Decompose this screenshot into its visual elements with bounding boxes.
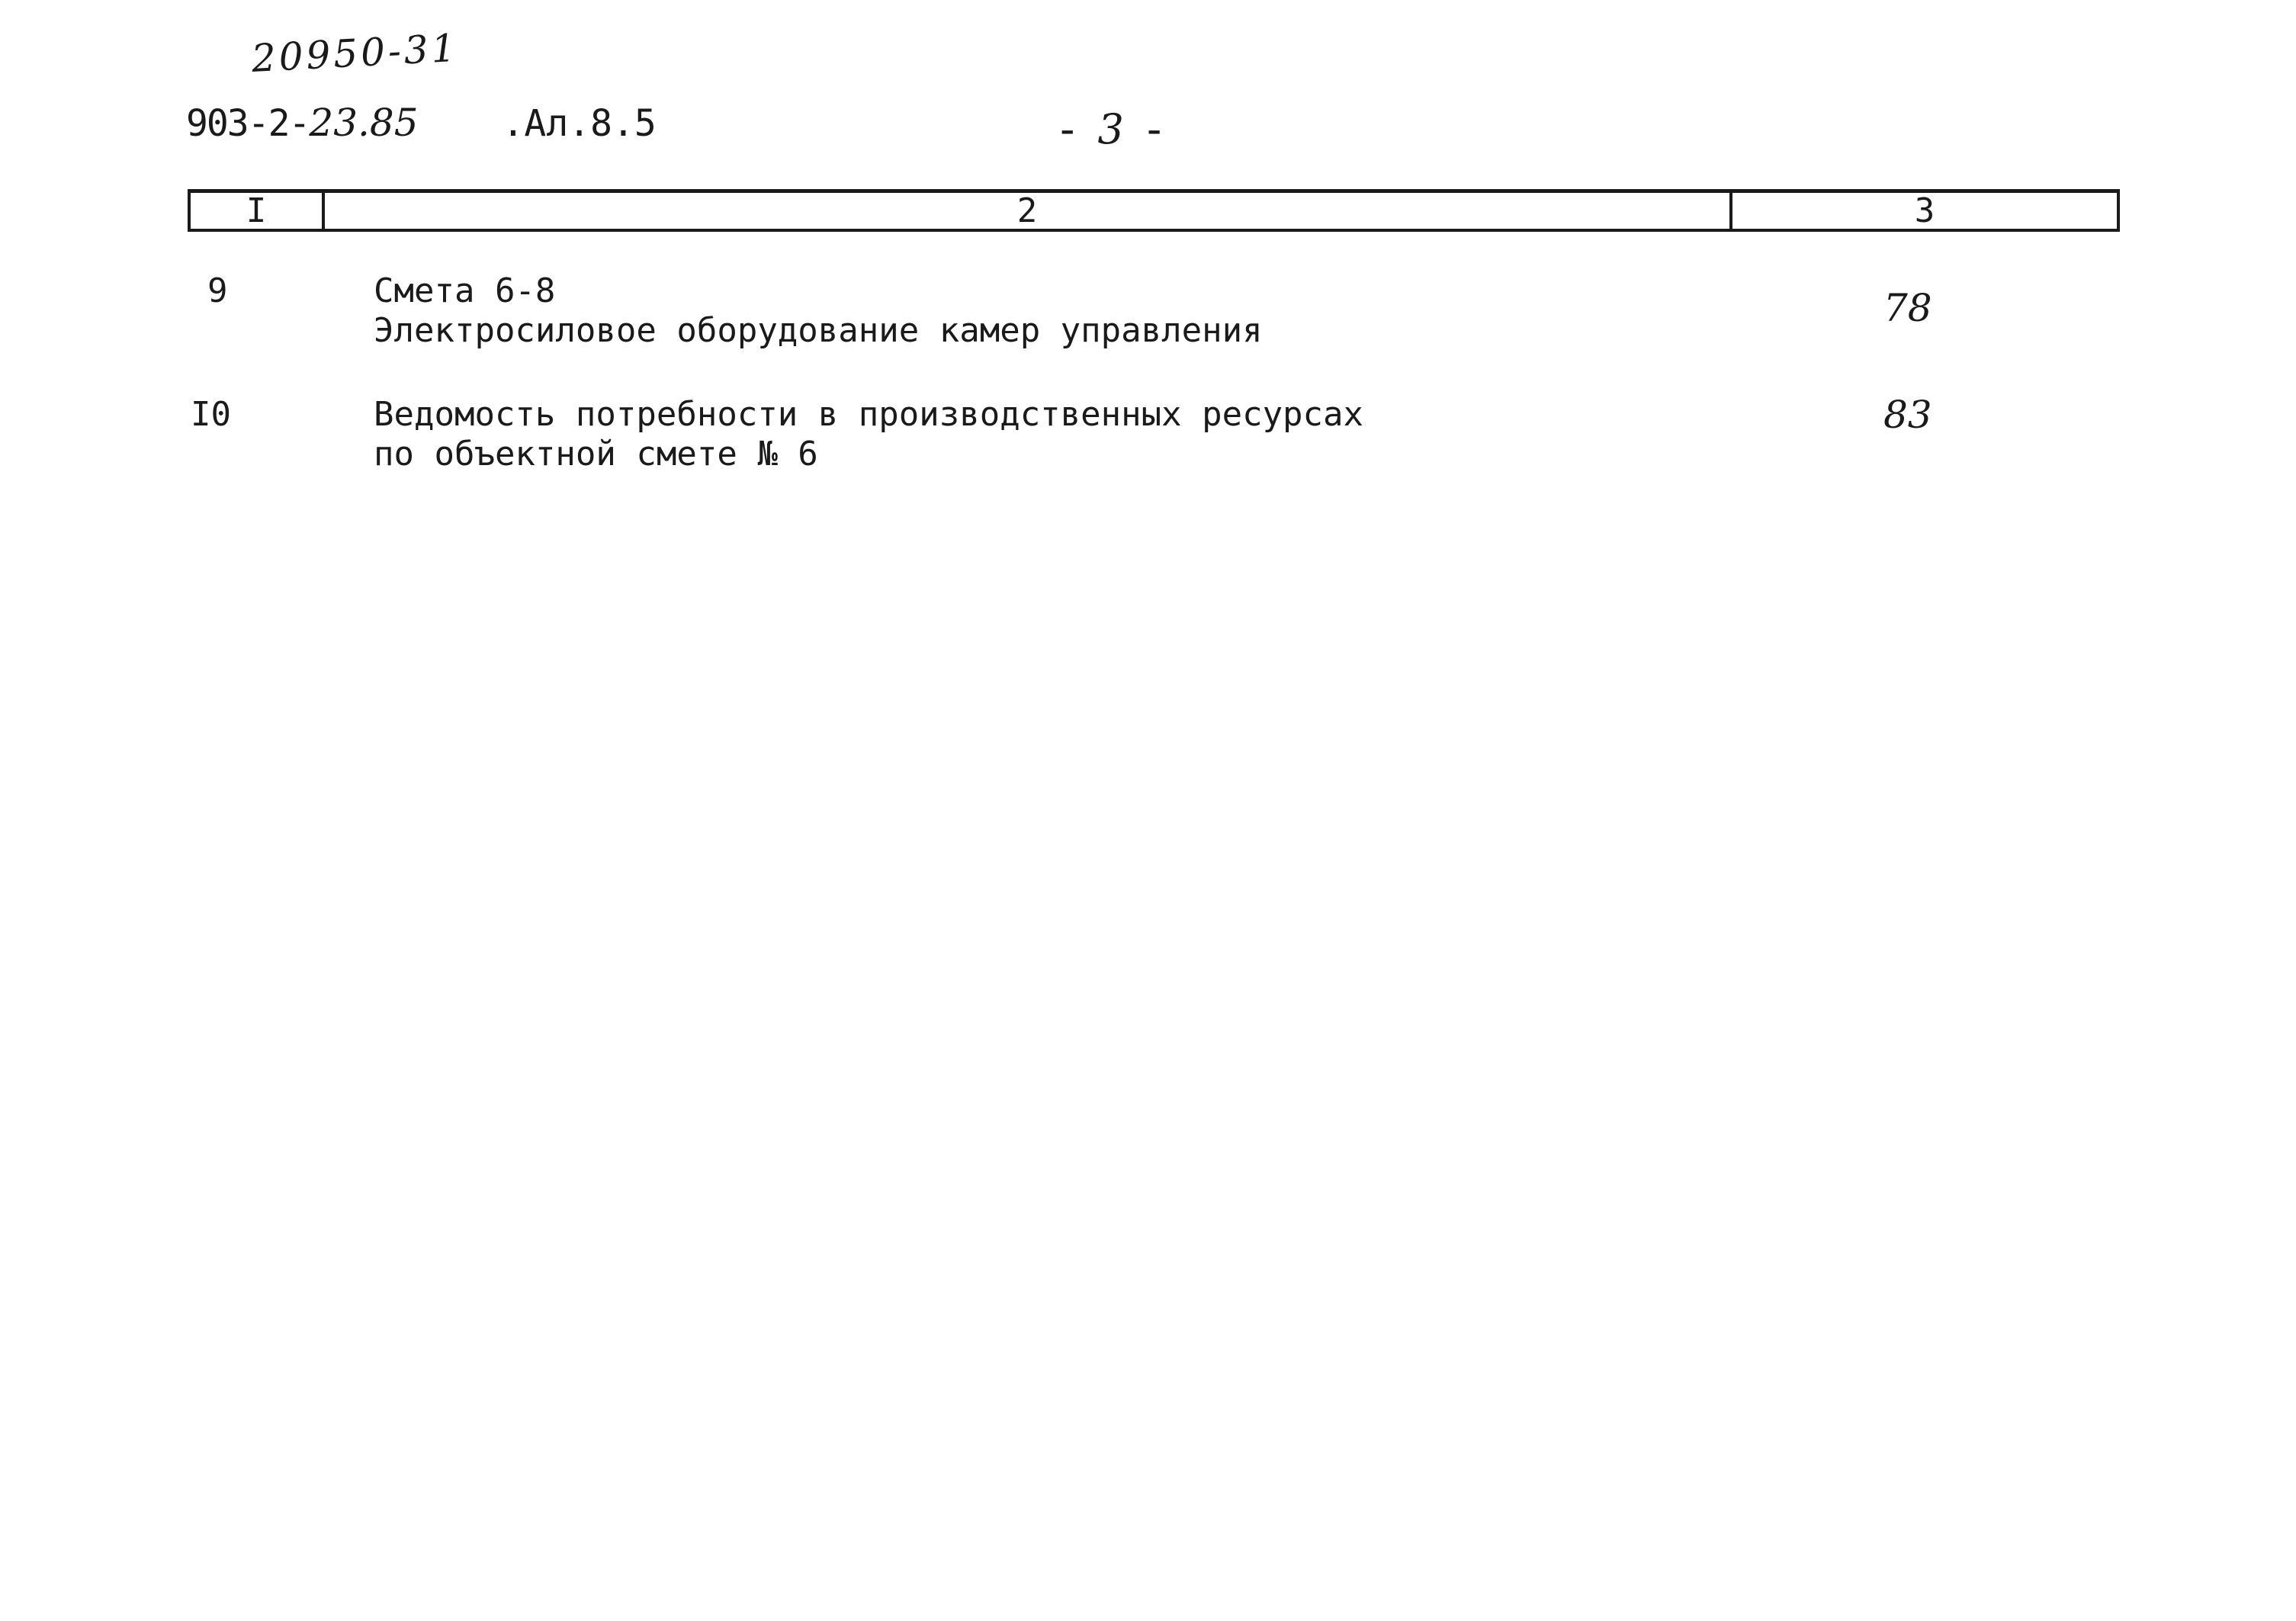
row-title-line: Электросиловое оборудование камер управления	[374, 311, 1263, 350]
column-header-1: I	[191, 193, 325, 229]
album-number: .Ал.8.5	[502, 102, 657, 145]
column-header-3: 3	[1914, 191, 1935, 230]
row-title-line: по объектной смете № 6	[374, 435, 818, 473]
code-handwritten: 23.85	[309, 101, 419, 145]
row-page-number: 78	[1883, 286, 1932, 330]
archive-number: 20950-31	[250, 25, 460, 81]
table-header-row	[188, 189, 2120, 232]
row-number: 9	[207, 271, 228, 310]
page-number-value: 3	[1097, 105, 1124, 153]
page-number	[1060, 105, 1161, 153]
code-prefix: 903-2-	[186, 102, 310, 145]
row-title-line: Смета 6-8	[374, 271, 556, 310]
column-header-2: 2	[325, 193, 1732, 229]
row-title	[374, 395, 1899, 474]
page-dash-right: -	[1146, 105, 1162, 153]
page-dash-left: -	[1060, 105, 1075, 153]
row-title	[374, 271, 1899, 351]
document-code	[186, 101, 657, 145]
row-title-line: Ведомость потребности в производственных ресурсах	[374, 395, 1364, 434]
row-number: I0	[191, 395, 231, 434]
row-page-number: 83	[1883, 393, 1932, 437]
